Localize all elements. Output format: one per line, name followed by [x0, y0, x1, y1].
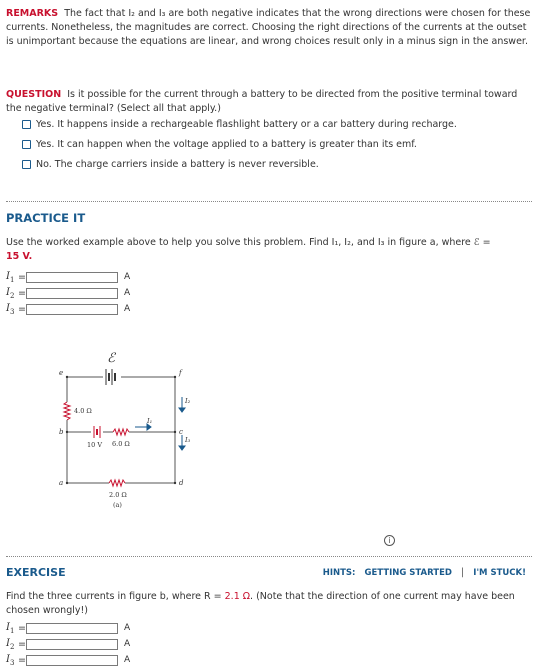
exercise-header: [6, 566, 532, 579]
checkbox-option-1[interactable]: [22, 120, 31, 129]
unit-label: A: [124, 655, 131, 665]
hints-label: HINTS:: [322, 568, 356, 578]
question-label: QUESTION: [6, 89, 62, 100]
label-2ohm: 2.0 Ω: [109, 491, 127, 499]
resistor-6ohm: [113, 429, 129, 435]
practice-I1-input[interactable]: [26, 272, 118, 283]
getting-started-link[interactable]: GETTING STARTED: [364, 568, 452, 578]
divider-bottom: [6, 556, 532, 557]
exercise-row-2: [6, 638, 532, 650]
exercise-prompt-end: . (Note that the direction of one current may have been chosen wrongly!): [6, 591, 515, 616]
option-3-label: No. The charge carriers inside a battery is never reversible.: [36, 158, 319, 170]
exercise-row-1: [6, 622, 532, 634]
exercise-prompt: Find the three currents in figure b, where R =: [6, 591, 225, 602]
question-options: [6, 117, 532, 171]
question-section: [6, 88, 532, 116]
var-I3: $I_3$: [6, 653, 15, 667]
label-I1: I₁: [147, 417, 153, 425]
node-d: d: [179, 479, 184, 487]
unit-label: A: [124, 304, 131, 314]
emf-symbol: ℰ: [107, 351, 115, 366]
practice-row-1: [6, 271, 532, 283]
node-c: c: [179, 428, 183, 436]
circuit-figure: [55, 344, 195, 512]
var-I2: $I_2$: [6, 286, 15, 300]
node-f: f: [179, 369, 182, 377]
practice-prompt: Use the worked example above to help you solve this problem. Find I₁, I₂, and I₃ in figure a, where ℰ =: [6, 237, 491, 248]
unit-label: A: [124, 288, 131, 298]
exercise-text: [6, 590, 532, 618]
exercise-title: EXERCISE: [6, 566, 66, 579]
resistor-4ohm: [64, 402, 70, 420]
practice-row-2: [6, 287, 532, 299]
figure-caption: (a): [113, 501, 122, 509]
exercise-r-value: 2.1 Ω: [224, 591, 251, 602]
label-10V: 10 V: [87, 441, 103, 449]
exercise-I3-input[interactable]: [26, 655, 118, 666]
equals-sign: =: [18, 271, 26, 283]
practice-row-3: [6, 303, 532, 315]
remarks-label: REMARKS: [6, 8, 59, 19]
var-I1: $I_1$: [6, 621, 15, 635]
practice-emf-value: 15 V.: [6, 251, 33, 262]
practice-text: [6, 236, 532, 264]
remarks-text: The fact that I₂ and I₃ are both negative indicates that the wrong directions were chosen for these currents. Nonetheless, the magnitudes are correct. Choosing the right directions of the currents at the outset is unimportant because the equations are linear, and wrong choices result only in a minus sign in the answer.: [6, 8, 531, 47]
question-option-1[interactable]: [22, 117, 532, 131]
practice-answers: [6, 271, 532, 315]
unit-label: A: [124, 272, 131, 282]
divider-top: [6, 201, 532, 202]
equals-sign: =: [18, 303, 26, 315]
practice-title: PRACTICE IT: [6, 211, 86, 225]
checkbox-option-2[interactable]: [22, 140, 31, 149]
unit-label: A: [124, 639, 131, 649]
label-4ohm: 4.0 Ω: [74, 407, 92, 415]
checkbox-option-3[interactable]: [22, 160, 31, 169]
unit-label: A: [124, 623, 131, 633]
hints-separator: |: [461, 567, 465, 578]
node-b: b: [59, 428, 64, 436]
exercise-I1-input[interactable]: [26, 623, 118, 634]
im-stuck-link[interactable]: I'M STUCK!: [473, 568, 526, 578]
label-6ohm: 6.0 Ω: [112, 440, 130, 448]
exercise-I2-input[interactable]: [26, 639, 118, 650]
resistor-2ohm: [109, 480, 125, 486]
var-I2: $I_2$: [6, 637, 15, 651]
equals-sign: =: [18, 622, 26, 634]
question-option-2[interactable]: [22, 137, 532, 151]
info-icon[interactable]: i: [384, 535, 395, 546]
var-I1: $I_1$: [6, 270, 15, 284]
equals-sign: =: [18, 638, 26, 650]
equals-sign: =: [18, 654, 26, 666]
label-I2: I₂: [185, 397, 191, 405]
practice-I2-input[interactable]: [26, 288, 118, 299]
question-option-3[interactable]: [22, 157, 532, 171]
option-1-label: Yes. It happens inside a rechargeable flashlight battery or a car battery during recharge.: [36, 118, 457, 130]
practice-I3-input[interactable]: [26, 304, 118, 315]
exercise-answers: [6, 622, 532, 666]
question-text: Is it possible for the current through a battery to be directed from the positive terminal toward the negative terminal? (Select all that apply.): [6, 89, 518, 114]
equals-sign: =: [18, 287, 26, 299]
hints-bar: [323, 567, 532, 578]
remarks-section: [6, 7, 532, 49]
node-a: a: [59, 479, 64, 487]
node-e: e: [59, 369, 64, 377]
exercise-row-3: [6, 654, 532, 666]
label-I3: I₃: [185, 436, 191, 444]
var-I3: $I_3$: [6, 302, 15, 316]
option-2-label: Yes. It can happen when the voltage applied to a battery is greater than its emf.: [36, 138, 417, 150]
